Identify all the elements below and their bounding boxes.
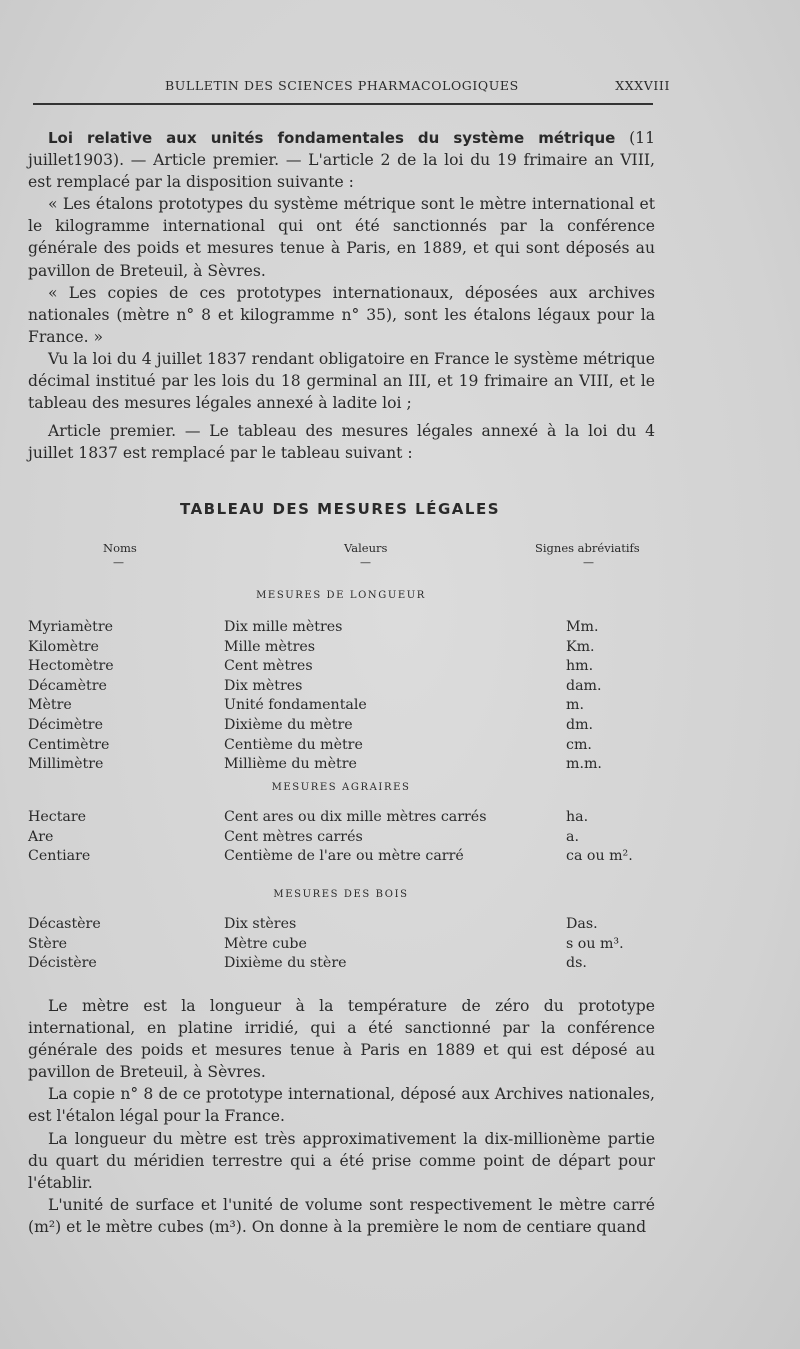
measure-value: Mille mètres: [224, 638, 316, 655]
table-title: TABLEAU DES MESURES LÉGALES: [180, 500, 500, 518]
measure-sign: m.m.: [566, 756, 602, 773]
intro-paragraph-4: Vu la loi du 4 juillet 1837 rendant obligatoire en France le système métrique décimal institué par les lois du 18 germinal an III, et 19 frimaire an VIII, et le tableau des mesures légales annexé à ladite loi ;: [28, 349, 655, 413]
intro-text: [28, 127, 655, 464]
measure-name: Décistère: [28, 955, 97, 972]
table-row: [28, 954, 668, 974]
table-row: [28, 736, 668, 756]
measure-name: Centiare: [28, 848, 91, 865]
outro-paragraph-3: La longueur du mètre est très approximativement la dix-millionème partie du quart du méridien terrestre qui a été prise comme point de départ pour l'établir.: [28, 1129, 655, 1192]
measure-value: Millième du mètre: [224, 756, 357, 773]
measure-name: Mètre: [28, 697, 72, 714]
header-rule: [33, 103, 653, 105]
measure-value: Dixième du mètre: [224, 716, 353, 733]
table-row: [28, 828, 668, 848]
intro-paragraph-5: Article premier. — Le tableau des mesures légales annexé à la loi du 4 juillet 1837 est remplacé par le tableau suivant :: [28, 422, 655, 463]
measure-value: Unité fondamentale: [224, 697, 367, 714]
column-header-signs: Signes abréviatifs: [535, 541, 640, 555]
measure-value: Dixième du stère: [224, 955, 347, 972]
section-rows-bois: [28, 915, 668, 974]
law-heading: Loi relative aux unités fondamentales du système métrique: [48, 129, 616, 147]
page-number: XXXVIII: [615, 78, 670, 93]
measure-name: Hectare: [28, 809, 87, 825]
intro-paragraph-1: [28, 127, 655, 193]
measure-sign: Km.: [566, 638, 595, 655]
measure-sign: m.: [566, 697, 584, 714]
measure-sign: dm.: [566, 716, 594, 733]
measure-value: Dix stères: [224, 916, 297, 932]
measure-sign: s ou m³.: [566, 935, 624, 952]
measure-name: Myriamètre: [28, 619, 114, 635]
measure-value: Centième du mètre: [224, 736, 363, 753]
measure-name: Décastère: [28, 916, 101, 932]
measure-sign: dam.: [566, 677, 602, 694]
intro-paragraph-2: « Les étalons prototypes du système métrique sont le mètre international et le kilogramme international qui ont été sanctionnés par la conférence générale des poids et mesures tenue à Paris, en 1889, et qui sont déposés au pavillon de Breteuil, à Sèvres.: [28, 195, 655, 280]
measure-sign: cm.: [566, 736, 592, 753]
table-row: [28, 716, 668, 736]
law-date: (11 juillet: [28, 129, 655, 170]
measure-value: Dix mille mètres: [224, 619, 343, 635]
measure-sign: Mm.: [566, 619, 599, 635]
measure-name: Kilomètre: [28, 638, 99, 655]
intro-paragraph-3: « Les copies de ces prototypes internationaux, déposées aux archives nationales (mètre n° 8 et kilogramme n° 35), sont les étalons légaux pour la France. »: [28, 283, 655, 346]
measure-sign: ds.: [566, 955, 587, 972]
table-row: [28, 915, 668, 935]
running-title: BULLETIN DES SCIENCES PHARMACOLOGIQUES: [165, 78, 519, 93]
table-row: [28, 677, 668, 697]
measure-sign: Das.: [566, 916, 598, 932]
column-header-names: Noms: [103, 541, 137, 555]
measure-sign: hm.: [566, 658, 594, 675]
column-dash-names: —: [113, 556, 124, 569]
measure-value: Cent mètres carrés: [224, 828, 363, 845]
measure-name: Décimètre: [28, 716, 103, 733]
table-row: [28, 696, 668, 716]
outro-text: [28, 995, 655, 1238]
measure-value: Cent ares ou dix mille mètres carrés: [224, 809, 487, 825]
column-dash-signs: —: [583, 556, 594, 569]
section-rows-longueur: [28, 618, 668, 775]
measure-value: Mètre cube: [224, 935, 307, 952]
table-row: [28, 755, 668, 775]
measure-name: Hectomètre: [28, 658, 114, 675]
measure-sign: ha.: [566, 809, 589, 825]
section-rows-agraires: [28, 808, 668, 867]
table-row: [28, 847, 668, 867]
measure-name: Millimètre: [28, 756, 104, 773]
measure-value: Dix mètres: [224, 677, 303, 694]
table-row: [28, 657, 668, 677]
outro-paragraph-4: L'unité de surface et l'unité de volume sont respectivement le mètre carré (m²) et le mètre cubes (m³). On donne à la première le nom de centiare quand: [28, 1195, 655, 1236]
outro-paragraph-2: La copie n° 8 de ce prototype international, déposé aux Archives nationales, est l'étalon légal pour la France.: [28, 1085, 655, 1126]
column-dash-values: —: [360, 556, 371, 569]
table-row: [28, 935, 668, 955]
section-heading-bois: MESURES DES BOIS: [273, 889, 409, 900]
measure-value: Centième de l'are ou mètre carré: [224, 848, 464, 865]
measure-name: Décamètre: [28, 677, 107, 694]
table-row: [28, 808, 668, 828]
measure-sign: ca ou m².: [566, 848, 633, 865]
table-row: [28, 618, 668, 638]
intro-paragraph-1-text: 1903). — Article premier. — L'article 2 de la loi du 19 frimaire an VIII, est remplacé par la disposition suivante :: [28, 151, 655, 192]
running-head: [30, 78, 670, 98]
column-header-values: Valeurs: [344, 541, 388, 555]
section-heading-agraires: MESURES AGRAIRES: [271, 782, 411, 793]
measure-name: Stère: [28, 935, 67, 952]
measure-name: Centimètre: [28, 736, 110, 753]
section-heading-longueur: MESURES DE LONGUEUR: [256, 590, 426, 601]
measure-name: Are: [28, 828, 54, 845]
measure-value: Cent mètres: [224, 658, 313, 675]
measure-sign: a.: [566, 828, 579, 845]
outro-paragraph-1: Le mètre est la longueur à la température de zéro du prototype international, en platine irridié, qui a été sanctionné par la conférence générale des poids et mesures tenue à Paris en 1889 et qui est déposé au pavillon de Breteuil, à Sèvres.: [28, 997, 655, 1082]
table-row: [28, 638, 668, 658]
